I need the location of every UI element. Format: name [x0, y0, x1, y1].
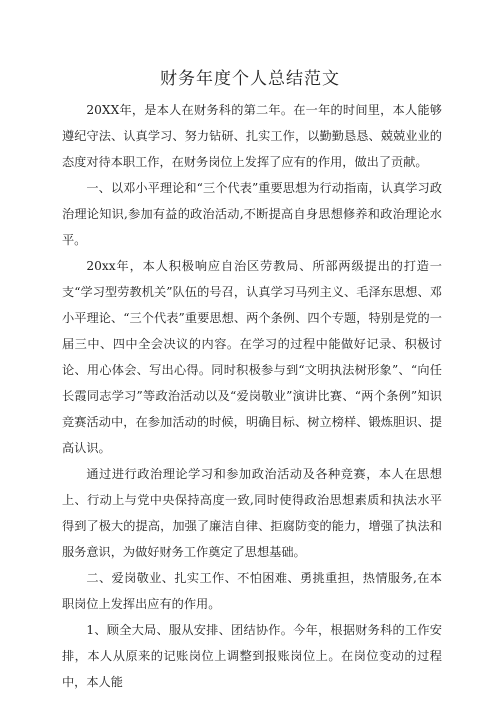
paragraph: 一、以邓小平理论和“三个代表”重要思想为行动指南，认真学习政治理论知识,参加有益的政治活动,不断提高自身思想修养和政治理论水平。 — [62, 181, 442, 247]
document-body — [62, 97, 442, 695]
paragraph: 二、爱岗敬业、扎实工作、不怕困难、勇挑重担，热情服务,在本职岗位上发挥出应有的作用。 — [62, 571, 442, 611]
paragraph: 20xx年，本人积极响应自治区劳教局、所部两级提出的打造一支“学习型劳教机关”队伍的号召，认真学习马列主义、毛泽东思想、邓小平理论、“三个代表”重要思想、两个条例、四个专题，特别是党的一届三中、四中全会决议的内容。在学习的过程中能做好记录、积极讨论、用心体会、写出心得。同时积极参与到“文明执法树形象”、“向任长霞同志学习”等政治活动以及“爱岗敬业”演讲比赛、“两个条例”知识竞赛活动中，在参加活动的时候，明确目标、树立榜样、锻炼胆识、提高认识。 — [62, 259, 442, 455]
paragraph: 1、顾全大局、服从安排、团结协作。今年，根据财务科的工作安排，本人从原来的记账岗位上调整到报账岗位上。在岗位变动的过程中，本人能 — [62, 623, 442, 689]
document-title: 财务年度个人总结范文 — [160, 69, 340, 89]
paragraph: 通过进行政治理论学习和参加政治活动及各种竞赛，本人在思想上、行动上与党中央保持高度一致,同时使得政治思想素质和执法水平得到了极大的提高，加强了廉洁自律、拒腐防变的能力，增强了执法和服务意识，为做好财务工作奠定了思想基础。 — [62, 467, 442, 559]
paragraph: 20XX年，是本人在财务科的第二年。在一年的时间里，本人能够遵纪守法、认真学习、努力钻研、扎实工作，以勤勤恳恳、兢兢业业的态度对待本职工作，在财务岗位上发挥了应有的作用，做出了贡献。 — [62, 103, 442, 169]
